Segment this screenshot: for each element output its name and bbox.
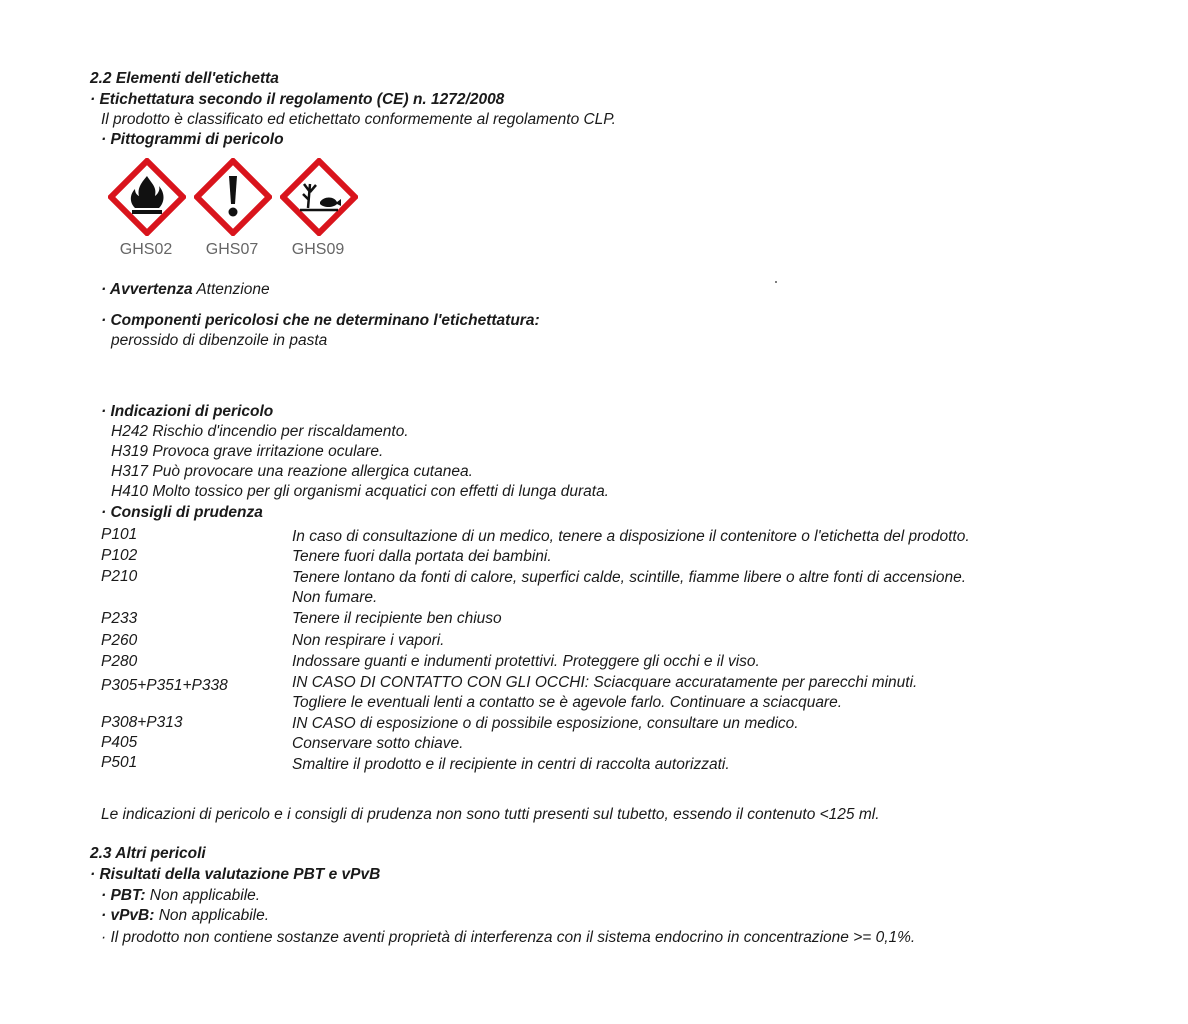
pbt-label: · PBT:: [101, 887, 146, 904]
precaution-code: P210: [101, 568, 138, 585]
regulation-heading: · Etichettatura secondo il regolamento (CE) n. 1272/2008: [90, 91, 505, 108]
pictograms-label: · Pittogrammi di pericolo: [101, 131, 284, 148]
ghs09-pictogram: [280, 158, 356, 260]
precaution-text: Non respirare i vapori.: [292, 632, 445, 649]
components-value: perossido di dibenzoile in pasta: [111, 332, 328, 349]
hazard-statement: H410 Molto tossico per gli organismi acquatici con effetti di lunga durata.: [111, 483, 609, 500]
hazard-statement: H319 Provoca grave irritazione oculare.: [111, 443, 384, 460]
warning-line: [101, 280, 270, 300]
pictogram-row: [108, 158, 356, 260]
precaution-label: · Consigli di prudenza: [101, 504, 263, 521]
ghs07-pictogram: [194, 158, 270, 260]
precaution-code: P102: [101, 547, 138, 564]
precaution-code: P280: [101, 653, 138, 670]
speck: [775, 281, 777, 283]
classification-text: Il prodotto è classificato ed etichettato conformemente al regolamento CLP.: [101, 111, 616, 128]
precaution-text: IN CASO DI CONTATTO CON GLI OCCHI: Sciacquare accuratamente per parecchi minuti.: [292, 674, 918, 691]
precaution-code: P305+P351+P338: [101, 677, 228, 694]
ghs07-code: GHS07: [205, 241, 259, 258]
ghs09-code: GHS09: [291, 241, 345, 258]
tube-note: Le indicazioni di pericolo e i consigli di prudenza non sono tutti presenti sul tubetto, essendo il contenuto <125 ml.: [101, 806, 880, 823]
pbt-vpvb-heading: · Risultati della valutazione PBT e vPvB: [90, 866, 381, 883]
precaution-text: Conservare sotto chiave.: [292, 735, 464, 752]
hazard-statement: H242 Rischio d'incendio per riscaldamento.: [111, 423, 409, 440]
precaution-text: IN CASO di esposizione o di possibile esposizione, consultare un medico.: [292, 715, 799, 732]
warning-value: Attenzione: [196, 281, 270, 298]
exclamation-icon: [194, 158, 272, 236]
pbt-value: Non applicabile.: [149, 887, 261, 904]
endocrine-statement: · Il prodotto non contiene sostanze aventi proprietà di interferenza con il sistema endocrino in concentrazione >= 0,1%.: [101, 929, 916, 946]
section-2-2-title: 2.2 Elementi dell'etichetta: [90, 70, 279, 87]
precaution-text: Non fumare.: [292, 589, 378, 606]
environment-icon: [280, 158, 358, 236]
section-2-3-title: 2.3 Altri pericoli: [90, 845, 206, 862]
vpvb-value: Non applicabile.: [158, 907, 270, 924]
vpvb-label: · vPvB:: [101, 907, 155, 924]
precaution-code: P233: [101, 610, 138, 627]
hazard-statement: H317 Può provocare una reazione allergica cutanea.: [111, 463, 473, 480]
vpvb-line: [101, 906, 269, 926]
ghs02-code: GHS02: [119, 241, 173, 258]
precaution-code: P101: [101, 526, 138, 543]
precaution-code: P501: [101, 754, 138, 771]
precaution-text: Tenere il recipiente ben chiuso: [292, 610, 502, 627]
precaution-text: Smaltire il prodotto e il recipiente in centri di raccolta autorizzati.: [292, 756, 730, 773]
components-label: · Componenti pericolosi che ne determinano l'etichettatura:: [101, 312, 540, 329]
precaution-code: P405: [101, 734, 138, 751]
precaution-text: Indossare guanti e indumenti protettivi. Proteggere gli occhi e il viso.: [292, 653, 760, 670]
precaution-text: Tenere lontano da fonti di calore, superfici calde, scintille, fiamme libere o altre fonti di accensione.: [292, 569, 967, 586]
ghs02-pictogram: [108, 158, 184, 260]
hazard-label: · Indicazioni di pericolo: [101, 403, 274, 420]
warning-label: · Avvertenza: [101, 281, 193, 298]
flame-icon: [108, 158, 186, 236]
precaution-text: Togliere le eventuali lenti a contatto se è agevole farlo. Continuare a sciacquare.: [292, 694, 843, 711]
precaution-text: In caso di consultazione di un medico, tenere a disposizione il contenitore o l'etichetta del prodotto.: [292, 528, 970, 545]
precaution-code: P308+P313: [101, 714, 183, 731]
precaution-code: P260: [101, 632, 138, 649]
precaution-text: Tenere fuori dalla portata dei bambini.: [292, 548, 552, 565]
pbt-line: [101, 886, 260, 906]
